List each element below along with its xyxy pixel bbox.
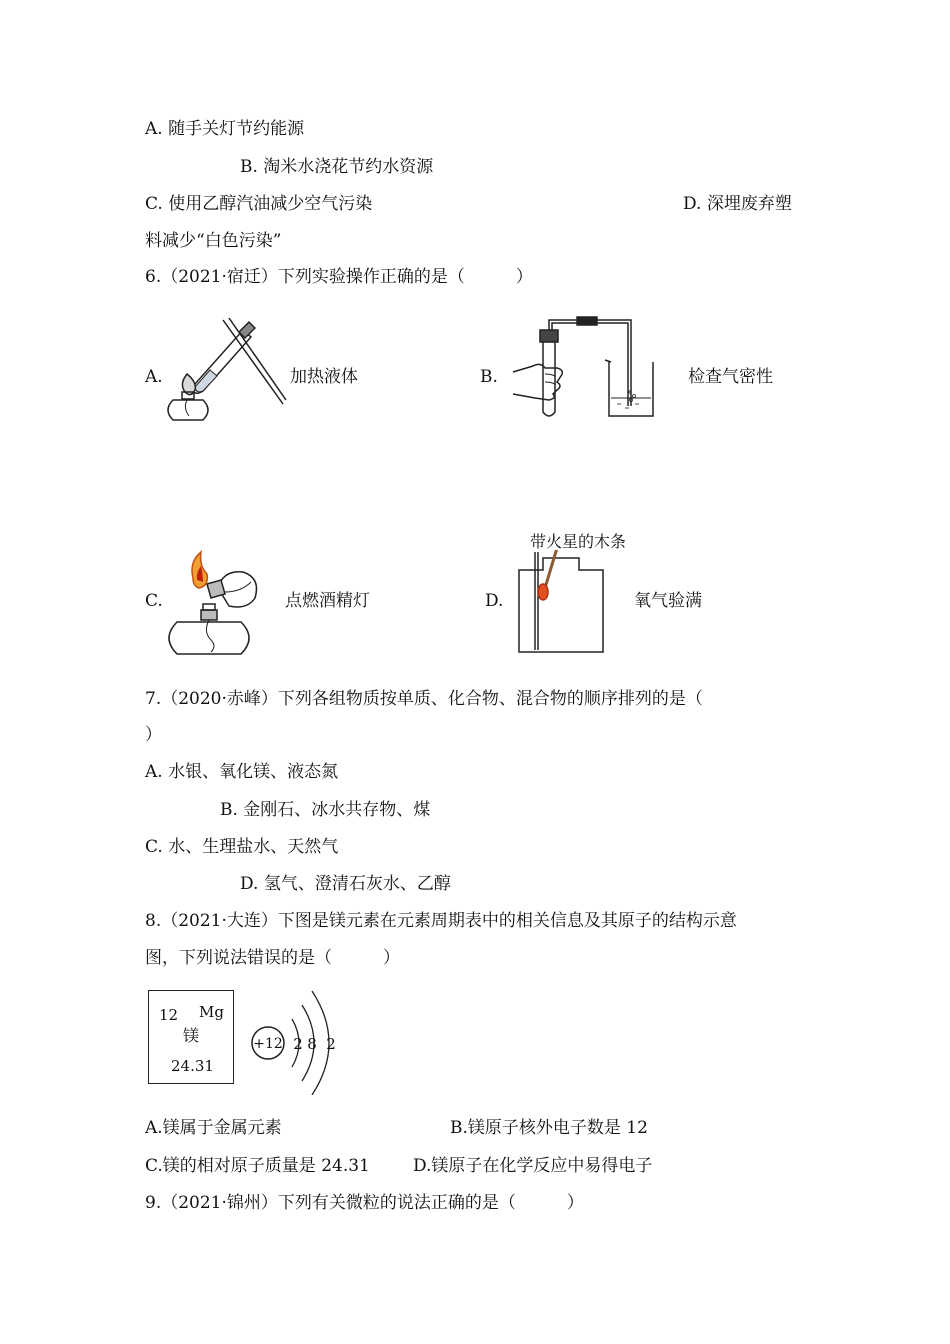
element-cell	[148, 990, 234, 1084]
airtightness-check-figure	[505, 312, 665, 424]
oxygen-test-figure	[505, 550, 615, 658]
q5-option-d-continued: 料减少“白色污染”	[145, 231, 282, 251]
shell-2-electrons: 8	[307, 1035, 317, 1053]
atomic-number: 12	[159, 1006, 179, 1024]
q5-option-a: A. 随手关灯节约能源	[145, 119, 305, 139]
q8-option-b: B.镁原子核外电子数是 12	[450, 1118, 648, 1138]
nucleus-charge: +12	[253, 1036, 283, 1052]
q7-option-b: B. 金刚石、冰水共存物、煤	[220, 800, 431, 820]
q7-option-a: A. 水银、氧化镁、液态氮	[145, 762, 339, 782]
q7-stem-continued: ）	[145, 725, 162, 745]
lighting-alcohol-lamp-figure	[163, 548, 281, 660]
q7-option-c: C. 水、生理盐水、天然气	[145, 837, 339, 857]
q6-option-a-label: 加热液体	[290, 367, 358, 387]
atomic-mass: 24.31	[171, 1057, 214, 1075]
element-name: 镁	[183, 1026, 200, 1045]
q6-stem: 6.（2021·宿迁）下列实验操作正确的是（ ）	[145, 267, 533, 287]
q6-option-d-letter: D.	[485, 591, 504, 611]
q8-stem: 8.（2021·大连）下图是镁元素在元素周期表中的相关信息及其原子的结构示意	[145, 911, 737, 931]
q6-option-b-letter: B.	[480, 367, 498, 387]
q8-option-a: A.镁属于金属元素	[145, 1118, 282, 1138]
q6-option-b-label: 检查气密性	[688, 367, 773, 387]
q6-option-c-letter: C.	[145, 591, 163, 611]
q8-option-d: D.镁原子在化学反应中易得电子	[413, 1156, 653, 1176]
element-symbol: Mg	[199, 1003, 224, 1021]
q6-option-d-label: 氧气验满	[634, 591, 702, 611]
q7-stem: 7.（2020·赤峰）下列各组物质按单质、化合物、混合物的顺序排列的是（	[145, 689, 703, 709]
shell-3-electrons: 2	[326, 1035, 336, 1053]
q9-stem: 9.（2021·锦州）下列有关微粒的说法正确的是（ ）	[145, 1193, 584, 1213]
q6-option-a-letter: A.	[145, 367, 163, 387]
q8-option-c: C.镁的相对原子质量是 24.31	[145, 1156, 370, 1176]
q8-stem-continued: 图，下列说法错误的是（ ）	[145, 948, 400, 968]
shell-1-electrons: 2	[293, 1035, 303, 1053]
q5-option-b: B. 淘米水浇花节约水资源	[240, 157, 434, 177]
q6-option-c-label: 点燃酒精灯	[285, 591, 370, 611]
q7-option-d: D. 氢气、澄清石灰水、乙醇	[240, 874, 451, 894]
heating-liquid-figure	[165, 312, 290, 430]
q6-option-d-caption: 带火星的木条	[530, 532, 627, 551]
q5-option-d: D. 深埋废弃塑	[683, 194, 792, 214]
q5-option-c: C. 使用乙醇汽油减少空气污染	[145, 194, 373, 214]
atomic-structure-diagram	[244, 985, 364, 1095]
